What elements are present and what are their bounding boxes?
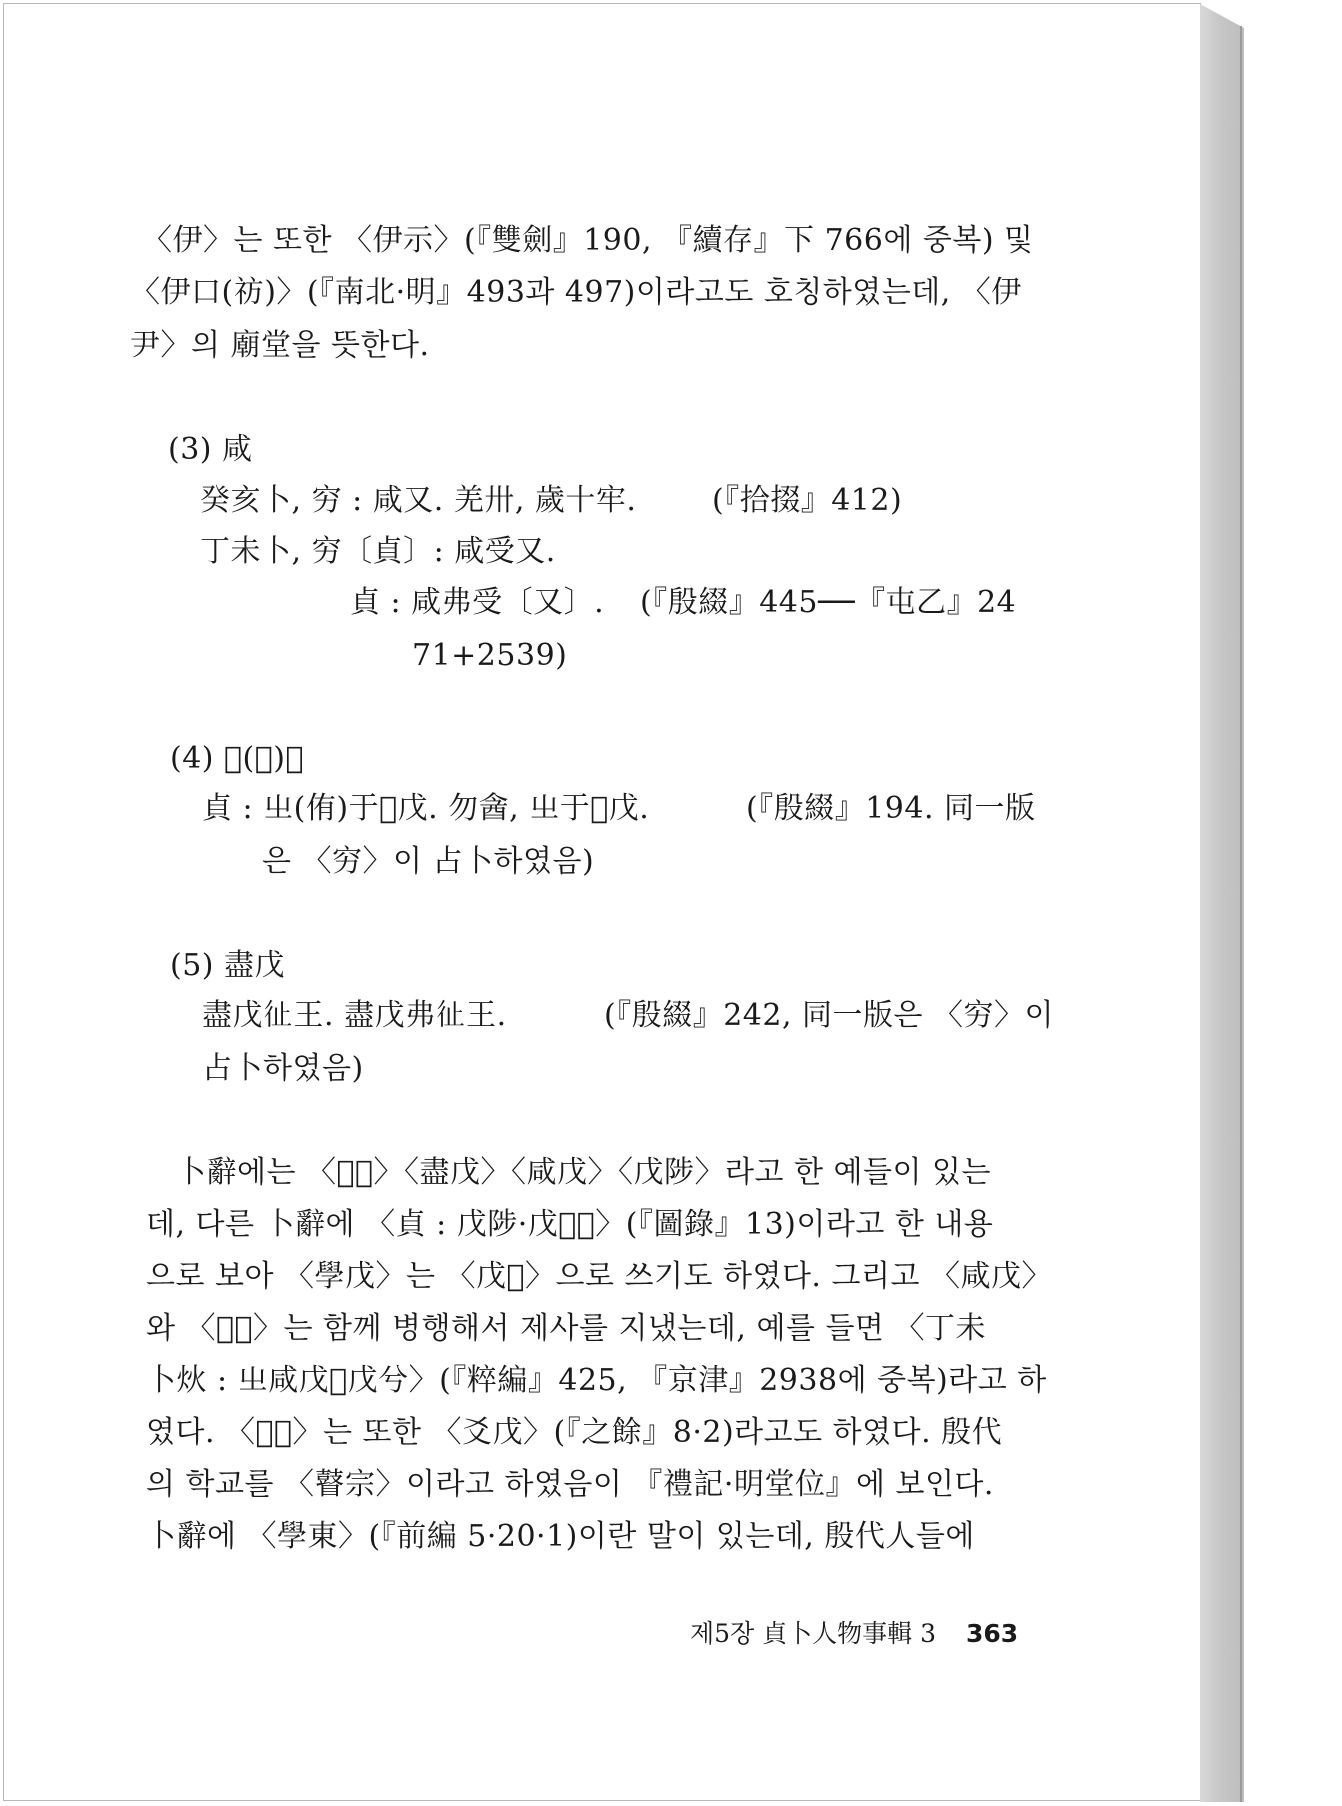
section5-ref-1: (『殷綴』242, 同一版은 〈穷〉이	[604, 998, 1055, 1033]
section3-ref-1: (『拾掇』412)	[712, 483, 903, 518]
section-heading-5: (5) 盡戊	[170, 948, 286, 983]
page-edge-line	[1240, 26, 1242, 1802]
paragraph2-line-2: 데, 다른 卜辭에 〈貞 : 戊陟·戊𡚶𢓊〉(『圖錄』13)이라고 한 내용	[146, 1207, 994, 1242]
paragraph1-line-3: 尹〉의 廟堂을 뜻한다.	[130, 328, 430, 363]
paragraph2-line-1: 卜辭에는 〈𡚶戊〉〈盡戊〉〈咸戊〉〈戊陟〉라고 한 예들이 있는	[176, 1155, 991, 1190]
section-heading-3: (3) 咸	[168, 432, 253, 467]
paragraph2-line-5: 卜炏 : 㞢咸戊𡚶戊兮〉(『粹編』425, 『京津』2938에 중복)라고 하	[146, 1363, 1047, 1398]
chapter-title: 제5장 貞卜人物事輯 3	[690, 1619, 937, 1648]
section4-line-1: 貞 : 㞢(侑)于𡚶戊. 勿酓, 㞢于𡚶戊.	[202, 791, 650, 826]
section4-ref-1: (『殷綴』194. 同一版	[746, 791, 1036, 826]
paragraph2-line-6: 였다. 〈𡚶戊〉는 또한 〈爻戊〉(『之餘』8·2)라고도 하였다. 殷代	[146, 1415, 1003, 1450]
section-heading-4: (4) 𡚶(學)戊	[170, 741, 304, 776]
paragraph2-line-8: 卜辭에 〈學東〉(『前編 5·20·1)이란 말이 있는데, 殷代人들에	[146, 1519, 975, 1554]
section3-line-4: 71+2539)	[412, 638, 568, 673]
section3-line-3: 貞 : 咸弗受〔又〕.	[350, 585, 605, 620]
running-footer	[690, 1614, 1018, 1650]
section5-line-2: 占卜하였음)	[202, 1051, 364, 1086]
page-number: 363	[965, 1619, 1019, 1648]
paragraph2-line-4: 와 〈𡚶戊〉는 함께 병행해서 제사를 지냈는데, 예를 들면 〈丁未	[146, 1311, 986, 1346]
section4-line-2: 은 〈穷〉이 占卜하였음)	[262, 844, 595, 879]
paragraph1-line-1: 〈伊〉는 또한 〈伊示〉(『雙劍』190, 『續存』下 766에 중복) 및	[142, 223, 1034, 258]
paragraph2-line-7: 의 학교를 〈瞽宗〉이라고 하였음이 『禮記·明堂位』에 보인다.	[146, 1467, 994, 1502]
paragraph1-line-2: 〈伊口(祊)〉(『南北·明』493과 497)이라고도 호칭하였는데, 〈伊	[130, 275, 1022, 310]
section5-line-1: 盡戊𢓊王. 盡戊弗𢓊王.	[202, 998, 507, 1033]
paragraph2-line-3: 으로 보아 〈學戊〉는 〈戊𡚶〉으로 쓰기도 하였다. 그리고 〈咸戊〉	[146, 1259, 1052, 1294]
section3-ref-3: (『殷綴』445──『屯乙』24	[640, 585, 1017, 620]
section3-line-1: 癸亥卜, 穷 : 咸又. 羌卅, 歲十牢.	[200, 483, 637, 518]
page-stack-edge	[1200, 4, 1244, 1802]
section3-line-2: 丁未卜, 穷〔貞〕: 咸受又.	[200, 534, 556, 569]
